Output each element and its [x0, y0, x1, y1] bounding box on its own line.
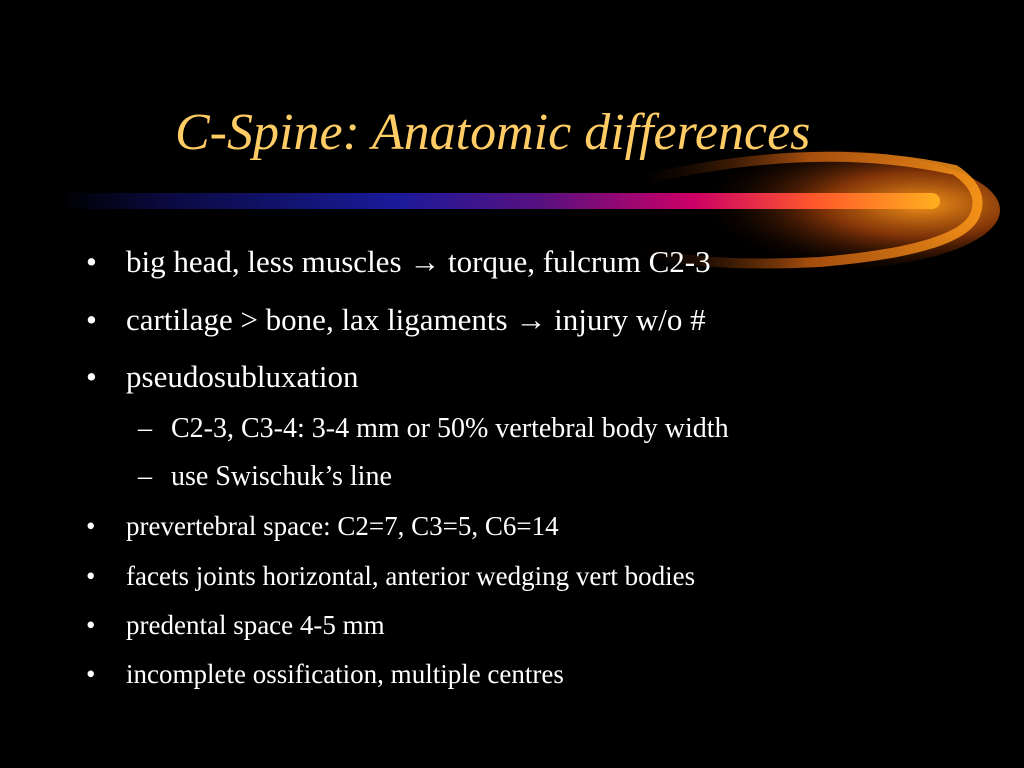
bullet-marker: • [86, 511, 96, 541]
bullet-marker: • [86, 610, 96, 640]
bullet-text: incomplete ossification, multiple centres [126, 659, 564, 689]
bullet-marker: • [86, 659, 96, 689]
bullet-text: big head, less muscles → torque, fulcrum C2-3 [126, 244, 711, 279]
bullet-text: prevertebral space: C2=7, C3=5, C6=14 [126, 511, 559, 541]
sub-bullet-text: C2-3, C3-4: 3-4 mm or 50% vertebral body width [171, 413, 729, 444]
slide-title: C-Spine: Anatomic differences [175, 104, 811, 161]
sub-bullet-text: use Swischuk’s line [171, 461, 392, 492]
bullet-text: facets joints horizontal, anterior wedging vert bodies [126, 561, 696, 591]
sub-bullet-marker: – [138, 461, 152, 492]
bullet-marker: • [86, 302, 97, 337]
sub-bullet-marker: – [138, 413, 152, 444]
bullet-text: cartilage > bone, lax ligaments → injury w/o # [126, 302, 706, 337]
bullet-text: predental space 4-5 mm [126, 610, 385, 640]
bullet-marker: • [86, 359, 97, 394]
bullet-marker: • [86, 244, 97, 279]
bullet-text: pseudosubluxation [126, 359, 359, 394]
bullet-marker: • [86, 561, 96, 591]
